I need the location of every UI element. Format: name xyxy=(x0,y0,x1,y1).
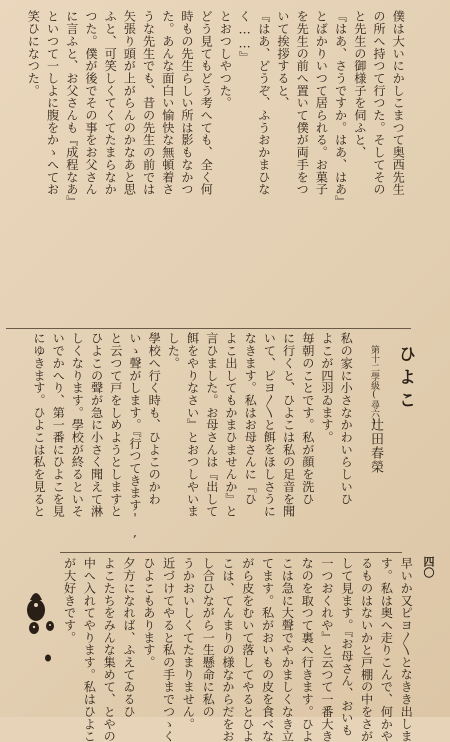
class-label: 第十二學級(尋六) xyxy=(369,345,379,428)
text-column: 矢張り頭が上がらんのかなあと思 xyxy=(122,10,137,196)
text-column: とばかりいつて居られる。お菓子 xyxy=(314,10,329,196)
text-column: 笑ひになつた。 xyxy=(26,10,41,97)
text-column: よこ出してもかまひませんか』と xyxy=(224,332,238,518)
text-column: 夕方になれば、ふえてゐるひ xyxy=(122,557,136,718)
text-column: ひよこもあります。 xyxy=(141,557,156,669)
text-column: いゝ聲がします。『行つてきます', xyxy=(128,332,142,540)
section-divider-top xyxy=(6,328,411,329)
text-column: とおつしやつた。 xyxy=(218,10,233,109)
text-column: こは、てんまりの様なからだをお xyxy=(221,557,235,742)
author-name: 辻田春榮 xyxy=(368,418,383,474)
story-title: ひよこ xyxy=(395,345,415,414)
text-column: 僕は大いにかしこまつて奥西先生 xyxy=(391,10,406,196)
text-column: といつて一しよに腹をかゝへてお xyxy=(45,10,60,196)
text-column: いて、ピヨ〳〵と餌をほしさうに xyxy=(262,332,277,518)
text-column: した。 xyxy=(166,332,181,370)
text-column: てます。私がおいもの皮を食べな xyxy=(260,557,275,742)
text-column: に行くと、ひよこは私の足音を聞 xyxy=(281,332,296,518)
text-column: 學校へ行く時も、ひよこのかわ xyxy=(147,332,162,505)
text-column: こは急に大聲でやかましくなき立 xyxy=(280,557,295,742)
chick-illustration xyxy=(18,578,68,698)
text-column: いて挨拶すると、 xyxy=(276,10,290,109)
text-column: ひよこの聲が急に小さく聞えて淋 xyxy=(89,332,104,518)
text-column: しくなります。學校が終るといそ xyxy=(70,332,85,518)
text-column: がら皮をむいて落してやるとひよ xyxy=(240,557,255,742)
text-column: と云つて戸をしめようとしますと xyxy=(108,332,123,518)
text-column: よこたちをみんな集めて、とやの xyxy=(102,557,117,742)
text-column: ふと、可笑しくてくてたまらなか xyxy=(103,10,118,196)
text-column: 中へ入れてやります。私はひよこ xyxy=(82,557,97,742)
text-column: 毎朝のことです。私が顔を洗ひ xyxy=(300,332,315,505)
text-column: が大好きです。 xyxy=(62,557,77,644)
text-column: し合ひながら一生懸命に私の xyxy=(201,557,216,718)
text-column: く……』 xyxy=(237,10,252,63)
text-column: と先生の御様子を伺ふと、 xyxy=(352,10,367,159)
text-column: 『はあ、どうぞ、ふうおかまひな xyxy=(256,10,271,196)
text-column: 早いか又ピヨ〳〵となきき出しま xyxy=(399,557,414,742)
text-column: るものはないかと戸棚の中をさが xyxy=(359,557,374,742)
text-column: なのを取つて裏へ行きます。ひよ xyxy=(300,557,315,742)
text-column: の所へ持つて行つた。そしてその xyxy=(372,10,386,196)
text-column: 『はあ、さうですか。はあ、はあ』 xyxy=(333,10,348,208)
text-column: 近づけてやると私の手までつゝく xyxy=(161,557,176,742)
text-column: 私の家に小さなかわいらしいひ xyxy=(339,332,354,505)
text-column: を先生の前へ置いて僕が両手をつ xyxy=(295,10,310,196)
text-column: にゆきます。ひよこは私を見ると xyxy=(32,332,46,518)
text-column: なきます。私はお母さんに『ひ xyxy=(243,332,258,505)
text-column: す。私は奥へ走りこんで、何かや xyxy=(379,557,394,742)
section-divider-bottom xyxy=(60,552,402,553)
text-column: よこが四羽ゐます。 xyxy=(320,332,334,444)
text-column: た。あんな面白い愉快な無頓着さ xyxy=(160,10,175,196)
text-column: いでかへり、第一番にひよこを見 xyxy=(51,332,66,518)
text-column: に言ふと、お父さんも『成程なあ』 xyxy=(64,10,79,208)
text-column: うな先生でも、昔の先生の前では xyxy=(141,10,156,196)
text-column: 餌をやりなさい』とおつしやいま xyxy=(185,332,200,518)
text-column: して見ます。『お母さん、おいも xyxy=(339,557,354,737)
text-column: どう見てもどう考へても、全く何 xyxy=(199,10,214,196)
text-column: 一つおくれや』と云つて一番大き xyxy=(320,557,334,742)
text-column: つた。僕が後でその事をお父さん xyxy=(84,10,98,196)
text-column: 言ひました。お母さんは『出して xyxy=(204,332,219,518)
page-number: 四〇 xyxy=(422,556,435,578)
text-column: うかおいしくてたまりません。 xyxy=(181,557,196,730)
text-column: 時もの先生らしい所は影もなかつ xyxy=(180,10,194,196)
